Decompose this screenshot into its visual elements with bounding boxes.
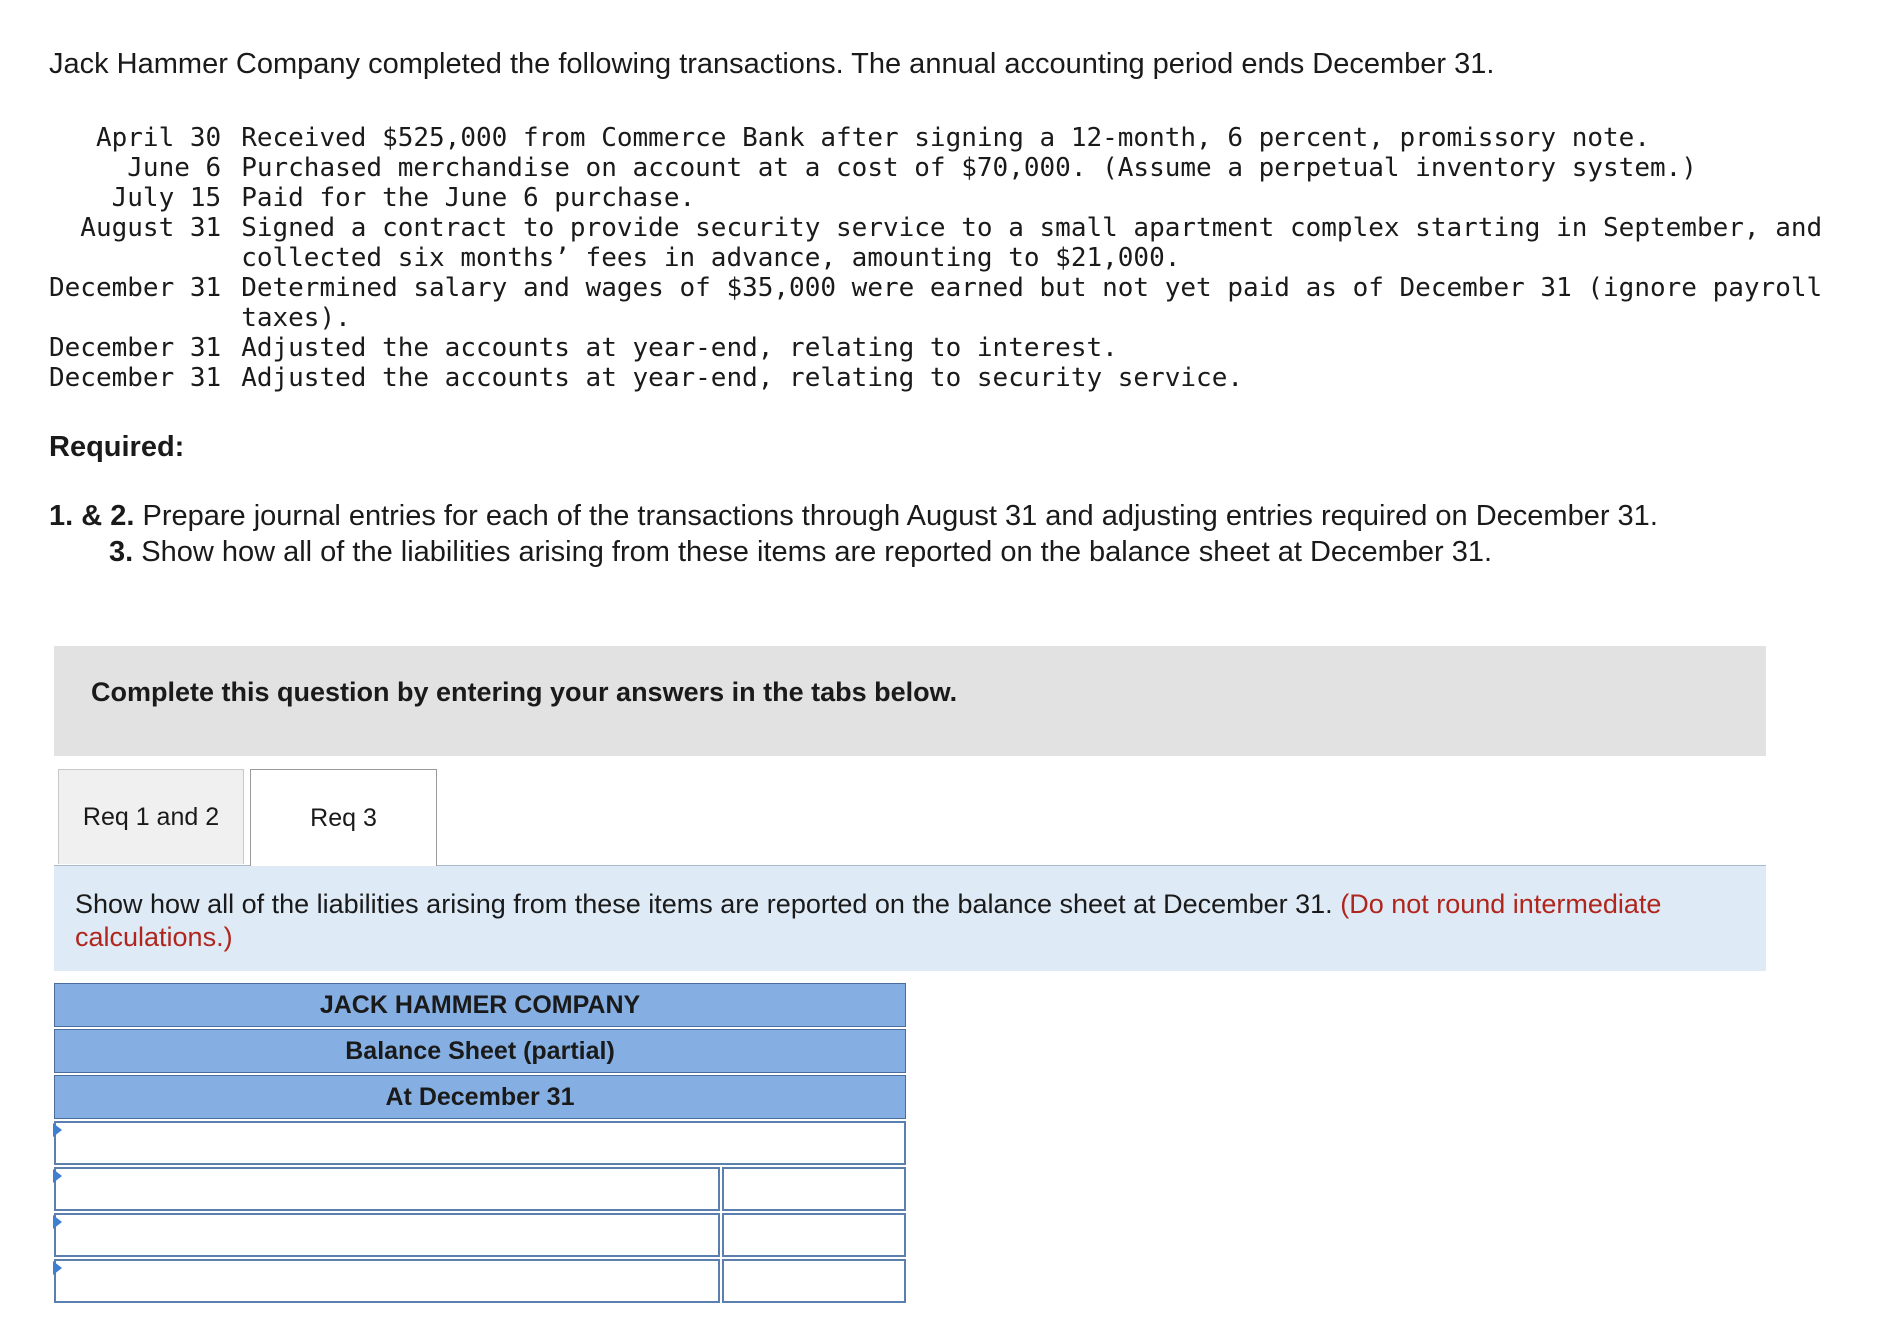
transaction-date: April 30 xyxy=(95,123,222,153)
transaction-row xyxy=(49,123,1826,153)
required-heading: Required: xyxy=(49,431,185,463)
liability-amount-input[interactable] xyxy=(722,1213,906,1257)
statement-title-header: Balance Sheet (partial) xyxy=(54,1029,906,1073)
transaction-row xyxy=(49,183,1826,213)
statement-date-header: At December 31 xyxy=(54,1075,906,1119)
transaction-date: July 15 xyxy=(111,183,222,213)
transaction-description: Adjusted the accounts at year-end, relating to interest. xyxy=(241,333,1118,363)
balance-sheet-row xyxy=(54,1213,906,1257)
liability-label-input[interactable] xyxy=(54,1167,720,1211)
transaction-description: Adjusted the accounts at year-end, relating to security service. xyxy=(241,363,1243,393)
banner-text: Complete this question by entering your answers in the tabs below. xyxy=(91,677,958,707)
transaction-date: December 31 xyxy=(49,273,222,303)
balance-sheet-row xyxy=(54,1167,906,1211)
tab-req-1-and-2[interactable]: Req 1 and 2 xyxy=(58,769,244,864)
liability-label-input[interactable] xyxy=(54,1259,720,1303)
transaction-row xyxy=(49,333,1826,363)
transaction-description: Signed a contract to provide security service to a small apartment complex starting in September, and collected six months’ fees in advance, amounting to $21,000. xyxy=(241,213,1823,273)
instructions-banner xyxy=(54,646,1766,756)
transaction-date: June 6 xyxy=(127,153,222,183)
balance-sheet-form xyxy=(54,983,906,1305)
transaction-row xyxy=(49,273,1826,333)
transaction-row xyxy=(49,213,1826,273)
balance-sheet-row xyxy=(54,1259,906,1303)
problem-intro: Jack Hammer Company completed the following transactions. The annual accounting period ends December 31. xyxy=(49,48,1495,80)
tab-req-3[interactable]: Req 3 xyxy=(250,769,437,866)
company-name-header: JACK HAMMER COMPANY xyxy=(54,983,906,1027)
requirement-1-2: 1. & 2. Prepare journal entries for each of the transactions through August 31 and adjusting entries required on December 31. xyxy=(49,500,1658,532)
input-marker-icon xyxy=(53,1261,62,1275)
requirement-3: 3. Show how all of the liabilities arising from these items are reported on the balance sheet at December 31. xyxy=(109,536,1493,568)
input-marker-icon xyxy=(53,1169,62,1183)
liability-label-input[interactable] xyxy=(54,1213,720,1257)
input-marker-icon xyxy=(53,1215,62,1229)
balance-sheet-row xyxy=(54,1121,906,1165)
transaction-row xyxy=(49,363,1826,393)
input-marker-icon xyxy=(53,1123,62,1137)
transaction-description: Determined salary and wages of $35,000 were earned but not yet paid as of December 31 (ignore payroll taxes). xyxy=(241,273,1823,333)
transaction-row xyxy=(49,153,1826,183)
transaction-description: Paid for the June 6 purchase. xyxy=(241,183,696,213)
instruction-text: Show how all of the liabilities arising from these items are reported on the balance sheet at December 31. (Do not round intermediate calculations.) xyxy=(75,889,1662,952)
transaction-date: August 31 xyxy=(80,213,222,243)
liability-label-input[interactable] xyxy=(54,1121,906,1165)
instruction-panel xyxy=(54,865,1766,971)
liability-amount-input[interactable] xyxy=(722,1167,906,1211)
transaction-date: December 31 xyxy=(49,333,222,363)
instruction-note: (Do not round intermediate calculations.) xyxy=(75,889,1662,952)
transactions-list xyxy=(49,123,1826,393)
liability-amount-input[interactable] xyxy=(722,1259,906,1303)
transaction-description: Received $525,000 from Commerce Bank after signing a 12-month, 6 percent, promissory note. xyxy=(241,123,1650,153)
transaction-date: December 31 xyxy=(49,363,222,393)
transaction-description: Purchased merchandise on account at a cost of $70,000. (Assume a perpetual inventory system.) xyxy=(241,153,1697,183)
